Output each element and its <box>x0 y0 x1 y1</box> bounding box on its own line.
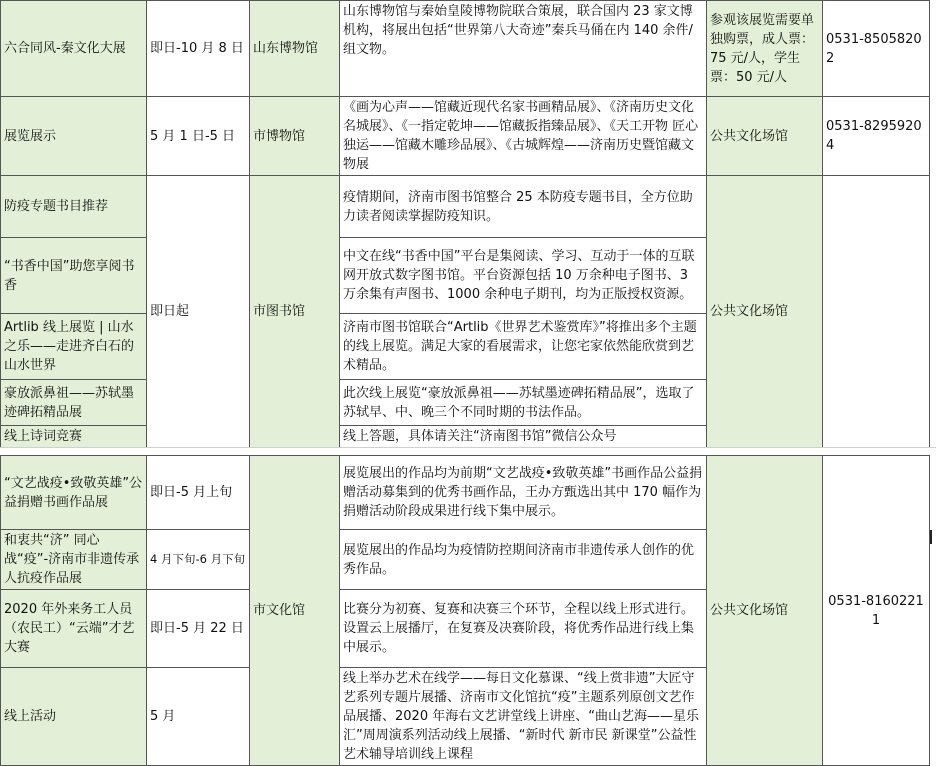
event-venue: 市博物馆 <box>250 97 340 176</box>
event-date: 即日-5 月 22 日 <box>147 590 250 668</box>
event-name: 防疫专题书目推荐 <box>1 176 147 238</box>
event-date: 即日起 <box>147 176 250 448</box>
event-name: “文艺战疫•致敬英雄”公益捐赠书画作品展 <box>1 456 147 530</box>
event-name: 豪放派鼻祖——苏轼墨迹碑拓精品展 <box>1 380 147 426</box>
event-phone: 0531-81602211 <box>823 456 930 766</box>
event-venue: 山东博物馆 <box>250 1 340 97</box>
event-description: 展览展出的作品均为疫情防控期间济南市非遗传承人创作的优秀作品。 <box>340 530 707 590</box>
event-venue: 市图书馆 <box>250 176 340 448</box>
event-date: 5 月 1 日-5 日 <box>147 97 250 176</box>
event-name: Artlib 线上展览 | 山水之乐——走进齐白石的山水世界 <box>1 314 147 380</box>
event-date: 即日-5 月上旬 <box>147 456 250 530</box>
event-name: 2020 年外来务工人员（农民工）“云端”才艺大赛 <box>1 590 147 668</box>
event-fee: 参观该展览需要单独购票，成人票：75 元/人，学生票：50 元/人 <box>707 1 823 97</box>
event-fee: 公共文化场馆 <box>707 176 823 448</box>
event-fee: 公共文化场馆 <box>707 456 823 766</box>
event-description: 《画为心声——馆藏近现代名家书画精品展》、《济南历史文化名城展》、《一指定乾坤——馆藏扳指臻品展》、《天工开物 匠心独运——馆藏木雕珍品展》、《古城辉煌——济南历史暨馆藏文物展 <box>340 97 707 176</box>
table-row <box>1 1 930 97</box>
table-row <box>1 176 930 238</box>
text-cursor <box>930 530 932 544</box>
event-description: 中文在线“书香中国”平台是集阅读、学习、互动于一体的互联网开放式数字图书馆。平台资源包括 10 万余种电子图书、3 万余集有声图书、1000 余种电子期刊，均为正版授权资源。 <box>340 238 707 314</box>
event-description: 比赛分为初赛、复赛和决赛三个环节，全程以线上形式进行。设置云上展播厅，在复赛及决赛阶段，将优秀作品进行线上集中展示。 <box>340 590 707 668</box>
event-description: 展览展出的作品均为前期“文艺战疫•致敬英雄”书画作品公益捐赠活动募集到的优秀书画作品，王办方甄选出其中 170 幅作为捐赠活动阶段成果进行线下集中展示。 <box>340 456 707 530</box>
event-description: 此次线上展览“豪放派鼻祖——苏轼墨迹碑拓精品展”，选取了苏轼早、中、晚三个不同时期的书法作品。 <box>340 380 707 426</box>
event-name: 线上诗词竞赛 <box>1 426 147 448</box>
event-name: 六合同风-秦文化大展 <box>1 1 147 97</box>
table-row <box>1 97 930 176</box>
event-description: 济南市图书馆联合“Artlib《世界艺术鉴赏库》”将推出多个主题的线上展览。满足大家的看展需求，让您宅家依然能欣赏到艺术精品。 <box>340 314 707 380</box>
event-description: 线上举办艺术在线学——每日文化慕课、“线上赏非遗”大匠守艺系列专题片展播、济南市文化馆抗“疫”主题系列原创文艺作品展播、2020 年海右文艺讲堂线上讲座、“曲山艺海——星乐汇”周周演系列活动线上展播、“新时代 新市民 新课堂”公益性艺术辅导培训线上课程 <box>340 668 707 766</box>
event-phone: 0531-82959204 <box>823 97 930 176</box>
page-divider <box>0 447 936 448</box>
event-name: “书香中国”助您享阅书香 <box>1 238 147 314</box>
event-date: 4 月下旬-6 月下旬 <box>147 530 250 590</box>
event-date: 5 月 <box>147 668 250 766</box>
event-description: 线上答题，具体请关注“济南图书馆”微信公众号 <box>340 426 707 448</box>
event-name: 线上活动 <box>1 668 147 766</box>
table-row <box>1 456 930 530</box>
event-description: 疫情期间，济南市图书馆整合 25 本防疫专题书目，全方位助力读者阅读掌握防疫知识。 <box>340 176 707 238</box>
event-phone <box>823 176 930 448</box>
event-venue: 市文化馆 <box>250 456 340 766</box>
event-description: 山东博物馆与秦始皇陵博物院联合策展，联合国内 23 家文博机构，将展出包括“世界第八大奇迹”秦兵马俑在内 140 余件/组文物。 <box>340 1 707 97</box>
event-date: 即日-10 月 8 日 <box>147 1 250 97</box>
event-phone: 0531-85058202 <box>823 1 930 97</box>
event-name: 和衷共“济” 同心战“疫”-济南市非遗传承人抗疫作品展 <box>1 530 147 590</box>
events-table-culture-center <box>0 455 930 766</box>
event-name: 展览展示 <box>1 97 147 176</box>
event-fee: 公共文化场馆 <box>707 97 823 176</box>
